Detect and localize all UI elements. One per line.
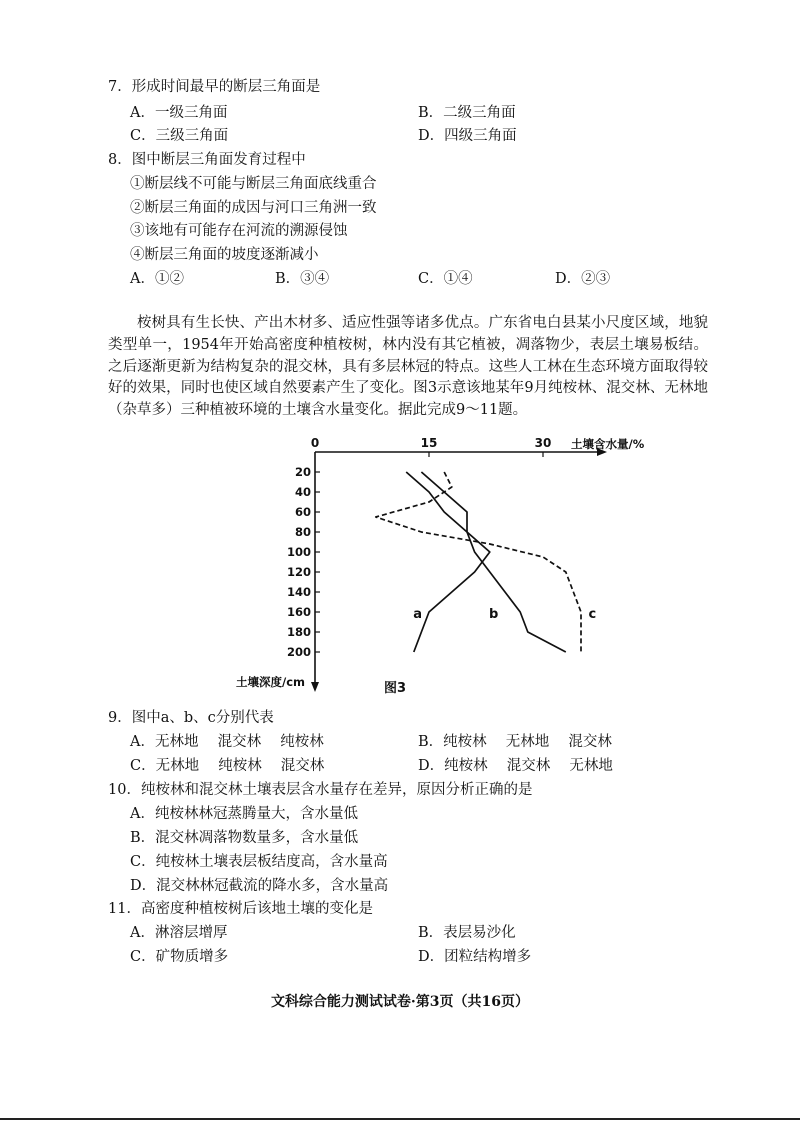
y-tick-label: 160 xyxy=(286,605,311,619)
series-line-c xyxy=(376,472,581,652)
passage-text: 桉树具有生长快、产出木材多、适应性强等诸多优点。广东省电白县某小尺度区域，地貌类型单一，1954年开始高密度种植桉树，林内没有其它植被，凋落物少，表层土壤易板结。之后逐渐更新为结构复杂的混交林，具有多层林冠的特点。这些人工林在生态环境方面取得较好的效果，同时也使区域自然要素产生了变化。图3示意该地某年9月纯桉林、混交林、无林地（杂草多）三种植被环境的土壤含水量变化。据此完成9～11题。 xyxy=(108,315,708,419)
y-tick-label: 100 xyxy=(286,545,311,559)
q9-option-d: D．纯桉林 混交林 无林地 xyxy=(418,758,613,774)
q8-statement-3: ③该地有可能存在河流的溯源侵蚀 xyxy=(130,223,348,239)
y-tick-label: 180 xyxy=(286,625,311,639)
q8-option-b: B．③④ xyxy=(275,271,330,287)
q9-option-a: A．无林地 混交林 纯桉林 xyxy=(130,734,324,750)
q11-option-d: D．团粒结构增多 xyxy=(418,949,532,965)
x-tick-label: 0 xyxy=(310,436,320,450)
reading-passage xyxy=(108,313,708,422)
q11-stem: 11．高密度种植桉树后该地土壤的变化是 xyxy=(108,901,373,917)
x-axis-title: 土壤含水量/% xyxy=(571,437,645,451)
y-tick-label: 60 xyxy=(294,505,311,519)
q9-stem: 9．图中a、b、c分别代表 xyxy=(108,710,274,726)
y-tick-label: 120 xyxy=(286,565,311,579)
series-label-a: a xyxy=(413,607,422,622)
q7-option-b: B．二级三角面 xyxy=(418,105,516,121)
y-tick-label: 20 xyxy=(294,465,311,479)
q8-statement-4: ④断层三角面的坡度逐渐减小 xyxy=(130,247,319,263)
series-line-a xyxy=(406,472,490,652)
q11-option-c: C．矿物质增多 xyxy=(130,949,229,965)
q8-option-a: A．①② xyxy=(130,271,184,287)
y-axis-title: 土壤深度/cm xyxy=(236,675,305,689)
q10-option-a: A．纯桉林林冠蒸腾量大，含水量低 xyxy=(130,806,358,822)
x-tick-label: 30 xyxy=(534,436,552,450)
soil-moisture-chart xyxy=(230,430,645,705)
q10-stem: 10．纯桉林和混交林土壤表层含水量存在差异，原因分析正确的是 xyxy=(108,782,533,798)
q8-statement-2: ②断层三角面的成因与河口三角洲一致 xyxy=(130,200,377,216)
q11-option-a: A．淋溶层增厚 xyxy=(130,925,228,941)
page-footer: 文科综合能力测试试卷·第3页（共16页） xyxy=(270,994,530,1010)
q10-option-c: C．纯桉林土壤表层板结度高，含水量高 xyxy=(130,854,388,870)
q7-stem: 7．形成时间最早的断层三角面是 xyxy=(108,79,321,95)
q8-statement-1: ①断层线不可能与断层三角面底线重合 xyxy=(130,176,377,192)
q9-option-c: C．无林地 纯桉林 混交林 xyxy=(130,758,325,774)
q11-option-b: B．表层易沙化 xyxy=(418,925,516,941)
q7-option-c: C．三级三角面 xyxy=(130,128,229,144)
q7-option-d: D．四级三角面 xyxy=(418,128,517,144)
q8-option-d: D．②③ xyxy=(555,271,611,287)
y-axis-arrow xyxy=(311,682,319,692)
y-tick-label: 140 xyxy=(286,585,311,599)
q10-option-b: B．混交林凋落物数量多，含水量低 xyxy=(130,830,359,846)
figure-caption: 图3 xyxy=(383,681,407,696)
q9-option-b: B．纯桉林 无林地 混交林 xyxy=(418,734,612,750)
q7-option-a: A．一级三角面 xyxy=(130,105,228,121)
series-label-b: b xyxy=(488,607,499,622)
q8-stem: 8．图中断层三角面发育过程中 xyxy=(108,152,306,168)
q10-option-d: D．混交林林冠截流的降水多，含水量高 xyxy=(130,878,389,894)
y-tick-label: 40 xyxy=(294,485,311,499)
series-label-c: c xyxy=(588,607,597,622)
series-line-b xyxy=(421,472,565,652)
x-tick-label: 15 xyxy=(420,436,438,450)
q8-option-c: C．①④ xyxy=(418,271,473,287)
y-tick-label: 80 xyxy=(294,525,311,539)
y-tick-label: 200 xyxy=(286,645,311,659)
bottom-rule xyxy=(0,1118,800,1120)
